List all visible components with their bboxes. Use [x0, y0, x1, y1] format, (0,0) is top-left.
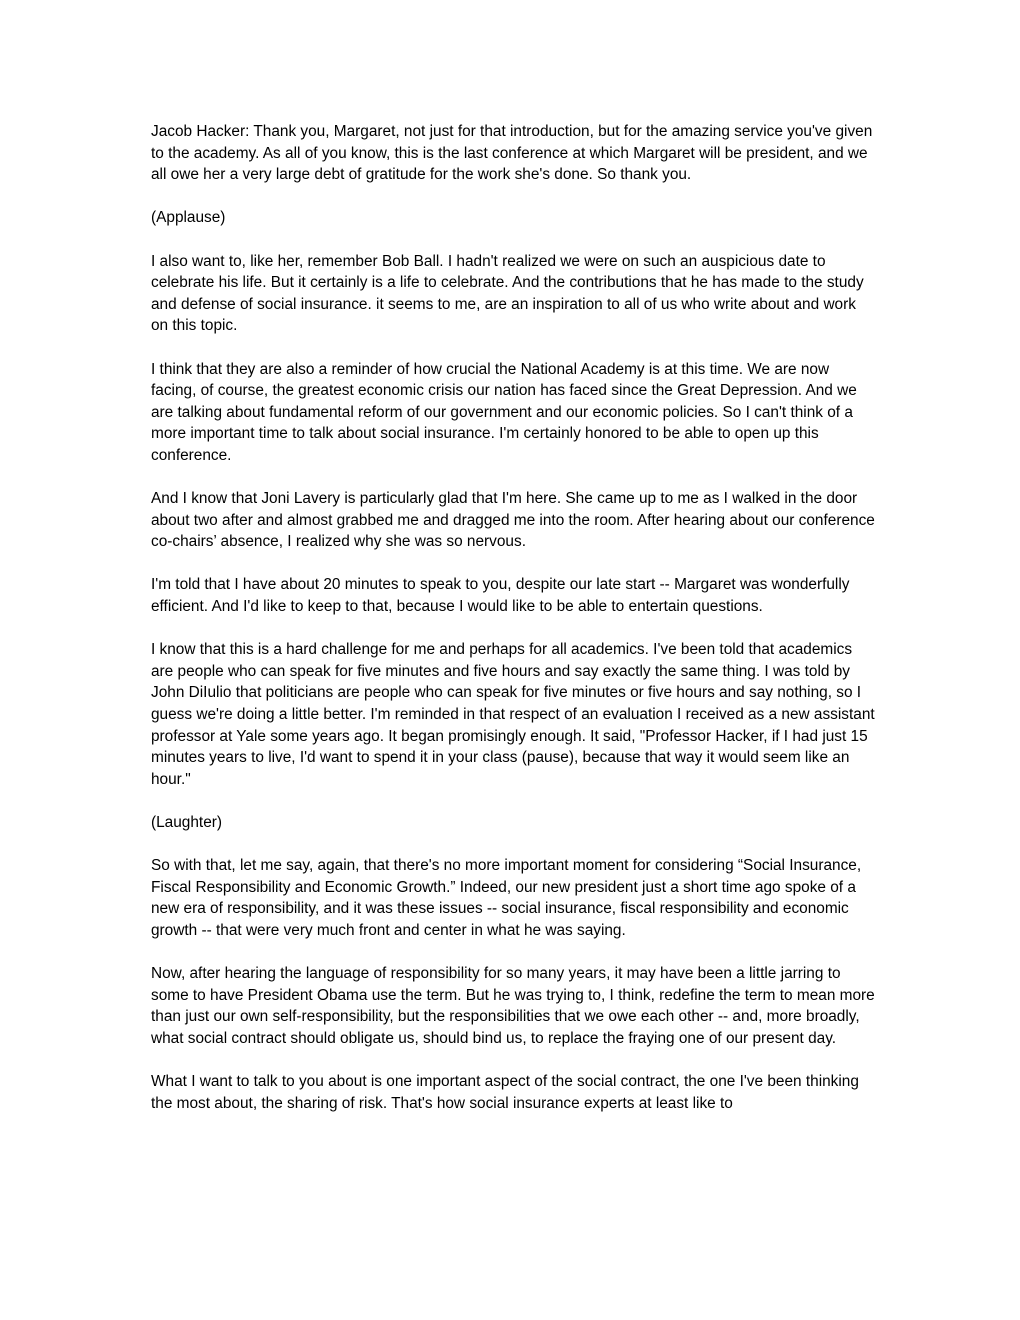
- paragraph-social-contract: Now, after hearing the language of responsibility for so many years, it may have been a little jarring to some to have President Obama use the term. But he was trying to, I think, redefine the term to mean more than just our own self-responsibility, but the responsibilities that we owe each other -- and, more broadly, what social contract should obligate us, should bind us, to replace the fraying one of our present day.: [151, 965, 875, 1047]
- paragraph-applause: (Applause): [151, 209, 226, 227]
- paragraph-joni-lavery: And I know that Joni Lavery is particularly glad that I'm here. She came up to me as I walked in the door about two after and almost grabbed me and dragged me into the room. After hearing about our conference co-chairs’ absence, I realized why she was so nervous.: [151, 490, 875, 551]
- paragraph-national-academy: I think that they are also a reminder of how crucial the National Academy is at this time. We are now facing, of course, the greatest economic crisis our nation has faced since the Great Depression. And we are talking about fundamental reform of our government and our economic policies. So I can't think of a more important time to talk about social insurance. I'm certainly honored to be able to open up this conference.: [151, 360, 857, 464]
- paragraph-time-limit: I'm told that I have about 20 minutes to speak to you, despite our late start -- Margaret was wonderfully efficient. And I'd like to keep to that, because I would like to be able to entertain questions.: [151, 576, 850, 616]
- paragraph-academics: I know that this is a hard challenge for me and perhaps for all academics. I've been told that academics are people who can speak for five minutes and five hours and say exactly the same thing. I was told by John DiIulio that politicians are people who can speak for five minutes or five hours and say nothing, so I guess we're doing a little better. I'm reminded in that respect of an evaluation I received as a new assistant professor at Yale some years ago. It began promisingly enough. It said, "Professor Hacker, if I had just 15 minutes years to live, I'd want to spend it in your class (pause), because that way it would seem like an hour.": [151, 641, 875, 788]
- paragraph-opening-remarks: Jacob Hacker: Thank you, Margaret, not just for that introduction, but for the amazing service you've given to the academy. As all of you know, this is the last conference at which Margaret will be president, and we all owe her a very large debt of gratitude for the work she's done. So thank you.: [151, 123, 873, 184]
- paragraph-responsibility-era: So with that, let me say, again, that there's no more important moment for considering “Social Insurance, Fiscal Responsibility and Economic Growth.” Indeed, our new president just a short time ago spoke of a new era of responsibility, and it was these issues -- social insurance, fiscal responsibility and economic growth -- that were very much front and center in what he was saying.: [151, 857, 862, 939]
- paragraph-bob-ball: I also want to, like her, remember Bob Ball. I hadn't realized we were on such an auspicious date to celebrate his life. But it certainly is a life to celebrate. And the contributions that he has made to the study and defense of social insurance. it seems to me, are an inspiration to all of us who write about and work on this topic.: [151, 252, 864, 335]
- document-body: [151, 121, 876, 1136]
- paragraph-sharing-of-risk: What I want to talk to you about is one important aspect of the social contract, the one I've been thinking the most about, the sharing of risk. That's how social insurance experts at least like to: [151, 1073, 859, 1112]
- paragraph-laughter: (Laughter): [151, 814, 223, 831]
